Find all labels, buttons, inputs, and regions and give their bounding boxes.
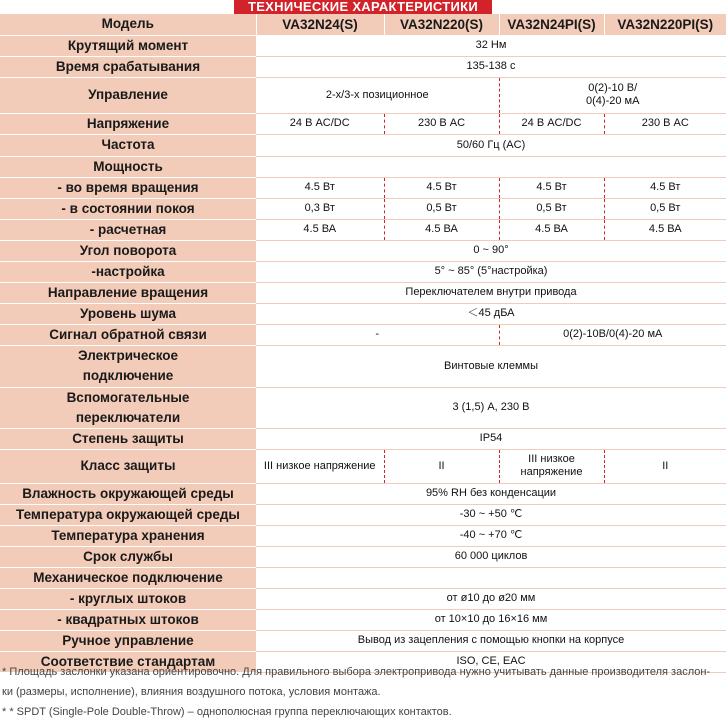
table-row [0,546,726,567]
row-value: от 10×10 до 16×16 мм [256,609,726,630]
row-value [499,77,726,113]
row-value: 3 (1,5) А, 230 В [256,387,726,428]
row-value: 0,5 Вт [499,198,604,219]
row-label: Время срабатывания [0,56,256,77]
row-value: II [384,449,499,483]
title-banner [0,0,726,14]
table-title: ТЕХНИЧЕСКИЕ ХАРАКТЕРИСТИКИ [234,0,492,14]
table-row [0,483,726,504]
table-row [0,219,726,240]
row-value: 60 000 циклов [256,546,726,567]
row-value: -40 ~ +70 ℃ [256,525,726,546]
row-label: Напряжение [0,113,256,134]
model-header: VA32N220(S) [384,14,499,35]
row-value: 230 В AC [384,113,499,134]
row-value: от ø10 до ø20 мм [256,588,726,609]
row-label: Крутящий момент [0,35,256,56]
row-label: Угол поворота [0,240,256,261]
row-label [0,387,256,428]
row-value: 0 ~ 90° [256,240,726,261]
table-row [0,567,726,588]
row-label: Срок службы [0,546,256,567]
table-row [0,56,726,77]
row-value: ISO, CE, EAC [256,651,726,672]
table-row [0,261,726,282]
table-row [0,113,726,134]
row-value-empty [256,567,726,588]
table-row [0,387,726,428]
row-value: II [604,449,726,483]
row-value: 2-х/3-х позиционное [256,77,499,113]
row-value: 4.5 ВА [256,219,384,240]
row-label: Влажность окружающей среды [0,483,256,504]
row-value: 95% RH без конденсации [256,483,726,504]
footnotes [2,662,724,722]
row-label: Класс защиты [0,449,256,483]
row-value: 230 В AC [604,113,726,134]
row-label [0,345,256,387]
row-label: - расчетная [0,219,256,240]
row-value: 4.5 ВА [384,219,499,240]
row-label: - круглых штоков [0,588,256,609]
row-value: ＜45 дБА [256,303,726,324]
row-value: III низкое напряжение [256,449,384,483]
row-value: 4.5 ВА [604,219,726,240]
table-row [0,588,726,609]
spec-table [0,14,726,673]
row-value: 32 Нм [256,35,726,56]
table-row [0,156,726,177]
model-header: VA32N220PI(S) [604,14,726,35]
row-label: Сигнал обратной связи [0,324,256,345]
label-line: переключатели [75,409,181,425]
row-value-empty [256,156,726,177]
row-label: Управление [0,77,256,113]
row-value: IP54 [256,428,726,449]
value-line: напряжение [520,466,583,478]
table-header-row [0,14,726,35]
row-label: - в состоянии покоя [0,198,256,219]
table-row [0,504,726,525]
table-row [0,630,726,651]
row-value: 0,5 Вт [604,198,726,219]
row-value [499,449,604,483]
row-label: Частота [0,134,256,156]
row-value: 0(2)-10В/0(4)-20 мА [499,324,726,345]
table-row [0,177,726,198]
table-row [0,134,726,156]
label-line: Вспомогательные [66,389,190,405]
row-value: 5° ~ 85° (5°настройка) [256,261,726,282]
row-label: Механическое подключение [0,567,256,588]
table-row [0,345,726,387]
table-row [0,77,726,113]
row-value: 4.5 Вт [256,177,384,198]
footnote-line: * * SPDT (Single-Pole Double-Throw) – однополюсная группа переключающих контактов. [2,706,452,718]
table-row [0,449,726,483]
table-row [0,324,726,345]
row-value: 50/60 Гц (AC) [256,134,726,156]
table-row [0,35,726,56]
row-label: Мощность [0,156,256,177]
row-value: Переключателем внутри привода [256,282,726,303]
row-label: Направление вращения [0,282,256,303]
row-value: 0,5 Вт [384,198,499,219]
row-value: 4.5 ВА [499,219,604,240]
row-label: Ручное управление [0,630,256,651]
row-value: 135-138 с [256,56,726,77]
table-row [0,303,726,324]
row-value: 24 В AC/DC [499,113,604,134]
row-label: - во время вращения [0,177,256,198]
row-label: Соответствие стандартам [0,651,256,672]
footnote-line: ки (размеры, исполнение), влияния воздушного потока, условия монтажа. [2,686,381,698]
row-value: - [256,324,499,345]
row-value: 4.5 Вт [384,177,499,198]
table-row [0,198,726,219]
table-row [0,525,726,546]
table-row [0,609,726,630]
row-value: 0,3 Вт [256,198,384,219]
row-label: Степень защиты [0,428,256,449]
row-label: -настройка [0,261,256,282]
row-value: -30 ~ +50 ℃ [256,504,726,525]
table-row [0,282,726,303]
row-label: Температура окружающей среды [0,504,256,525]
model-header: VA32N24(S) [256,14,384,35]
value-line: 0(2)-10 В/ [588,82,638,94]
table-row [0,240,726,261]
row-value: Винтовые клеммы [256,345,726,387]
row-label: Уровень шума [0,303,256,324]
model-header: VA32N24PI(S) [499,14,604,35]
row-label: Температура хранения [0,525,256,546]
footnote-line: * Площадь заслонки указана ориентировочно. Для правильного выбора электропривода нужно учитывать данные производителя заслон- [2,666,711,678]
value-line: 0(4)-20 мА [586,95,640,107]
label-line: Электрическое [77,348,179,363]
row-value: 4.5 Вт [604,177,726,198]
label-line: подключение [82,368,174,383]
value-line: III низкое [528,453,575,465]
row-value: Вывод из зацепления с помощью кнопки на корпусе [256,630,726,651]
row-value: 4.5 Вт [499,177,604,198]
table-row [0,428,726,449]
header-label: Модель [0,14,256,35]
row-value: 24 В AC/DC [256,113,384,134]
row-label: - квадратных штоков [0,609,256,630]
